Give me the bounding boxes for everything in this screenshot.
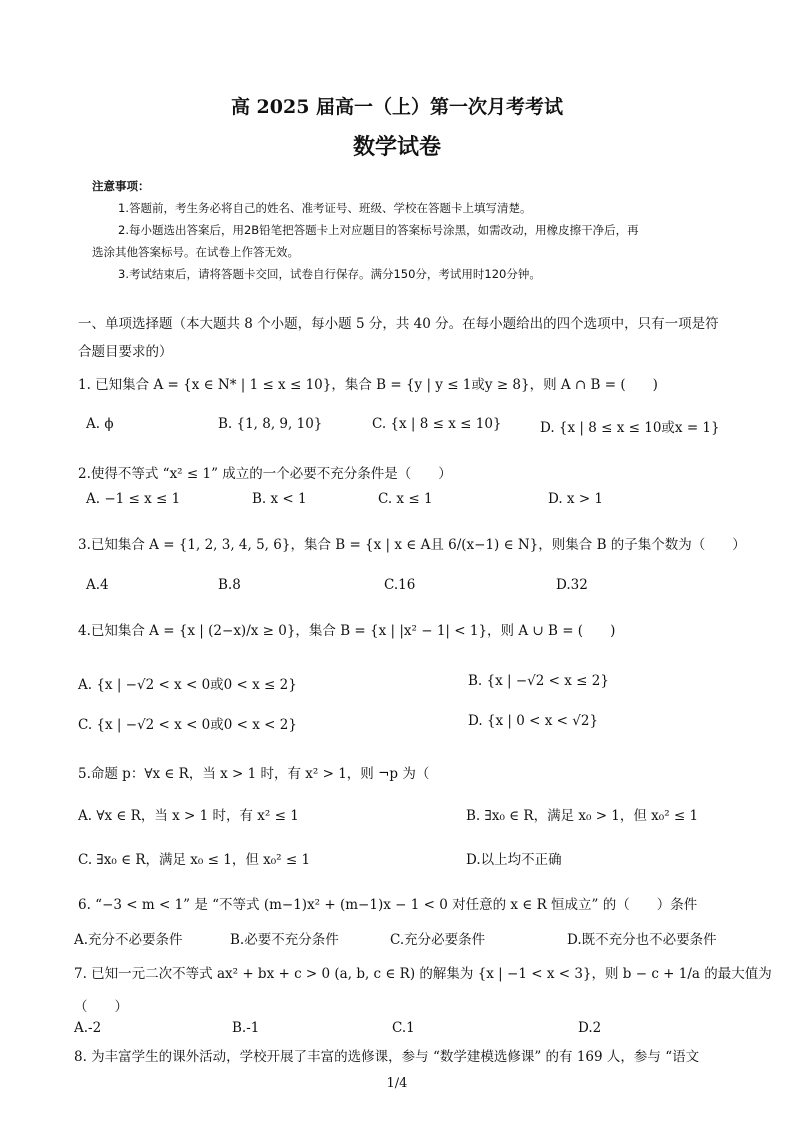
notice-heading: 注意事项： [92, 179, 150, 193]
question-5-option-b: B. ∃x₀ ∈ R，满足 x₀ > 1，但 x₀² ≤ 1 [466, 808, 699, 824]
exam-title: 高 2025 届高一（上）第一次月考考试 [230, 96, 564, 118]
question-6-option-c: C.充分必要条件 [390, 932, 486, 948]
question-4-option-c: C. {x | −√2 < x < 0或0 < x < 2} [78, 717, 297, 733]
question-1-option-d: D. {x | 8 ≤ x ≤ 10或x = 1} [540, 420, 720, 436]
question-3-option-a: A.4 [86, 577, 109, 593]
question-1-stem: 1. 已知集合 A = {x ∈ N* | 1 ≤ x ≤ 10}，集合 B = {y | y ≤ 1或y ≥ 8}，则 A ∩ B = ( ) [78, 377, 658, 393]
question-2-stem: 2.使得不等式 “x² ≤ 1” 成立的一个必要不充分条件是（ ） [78, 466, 452, 482]
question-4-option-b: B. {x | −√2 < x ≤ 2} [468, 673, 609, 689]
question-2-option-c: C. x ≤ 1 [378, 491, 433, 507]
exam-subtitle: 数学试卷 [352, 134, 441, 160]
question-7-option-b: B.-1 [232, 1020, 260, 1036]
question-2-option-d: D. x > 1 [548, 491, 604, 507]
question-5-stem: 5.命题 p：∀x ∈ R，当 x > 1 时，有 x² > 1，则 ¬p 为（ [78, 766, 430, 782]
question-2-option-a: A. −1 ≤ x ≤ 1 [86, 491, 181, 507]
page-number: 1/4 [386, 1076, 408, 1091]
notice-item-3: 3.考试结束后，请将答题卡交回，试卷自行保存。满分150分，考试用时120分钟。 [118, 267, 541, 281]
question-6-option-b: B.必要不充分条件 [230, 932, 339, 948]
question-2-option-b: B. x < 1 [252, 491, 307, 507]
notice-item-1: 1.答题前，考生务必将自己的姓名、准考证号、班级、学校在答题卡上填写清楚。 [118, 201, 532, 215]
question-5-option-c: C. ∃x₀ ∈ R，满足 x₀ ≤ 1，但 x₀² ≤ 1 [78, 852, 311, 868]
notice-item-2-cont: 选涂其他答案标号。在试卷上作答无效。 [92, 245, 299, 259]
question-1-option-b: B. {1, 8, 9, 10} [218, 416, 323, 432]
question-6-stem: 6. “−3 < m < 1” 是 “不等式 (m−1)x² + (m−1)x − 1 < 0 对任意的 x ∈ R 恒成立” 的（ ）条件 [78, 897, 698, 913]
question-4-option-d: D. {x | 0 < x < √2} [468, 713, 599, 729]
question-7-stem-cont: （ ） [74, 999, 128, 1015]
section-heading-line2: 合题目要求的） [78, 344, 173, 360]
question-6-option-a: A.充分不必要条件 [74, 932, 183, 948]
question-4-option-a: A. {x | −√2 < x < 0或0 < x ≤ 2} [78, 677, 297, 693]
question-1-option-a: A. ϕ [86, 416, 114, 432]
question-7-option-a: A.-2 [74, 1020, 102, 1036]
question-7-option-c: C.1 [392, 1020, 415, 1036]
question-3-option-b: B.8 [218, 577, 241, 593]
question-8-stem: 8. 为丰富学生的课外活动，学校开展了丰富的选修课，参与 “数学建模选修课” 的有 169 人，参与 “语文 [74, 1049, 700, 1065]
question-3-stem: 3.已知集合 A = {1, 2, 3, 4, 5, 6}，集合 B = {x | x ∈ A且 6/(x−1) ∈ N}，则集合 B 的子集个数为（ ） [78, 537, 746, 553]
question-5-option-a: A. ∀x ∈ R，当 x > 1 时，有 x² ≤ 1 [78, 808, 299, 824]
section-heading-line1: 一、单项选择题（本大题共 8 个小题，每小题 5 分，共 40 分。在每小题给出的四个选项中，只有一项是符 [78, 316, 719, 332]
question-7-stem: 7. 已知一元二次不等式 ax² + bx + c > 0 (a, b, c ∈ R) 的解集为 {x | −1 < x < 3}，则 b − c + 1/a 的最大值为 [74, 966, 772, 982]
question-3-option-c: C.16 [384, 577, 416, 593]
question-4-stem: 4.已知集合 A = {x | (2−x)/x ≥ 0}，集合 B = {x | |x² − 1| < 1}，则 A ∪ B = ( ) [78, 623, 616, 639]
question-7-option-d: D.2 [578, 1020, 602, 1036]
question-3-option-d: D.32 [556, 577, 588, 593]
question-5-option-d: D.以上均不正确 [466, 852, 562, 868]
question-6-option-d: D.既不充分也不必要条件 [567, 932, 717, 948]
question-1-option-c: C. {x | 8 ≤ x ≤ 10} [372, 416, 502, 432]
notice-item-2: 2.每小题选出答案后，用2B铅笔把答题卡上对应题目的答案标号涂黑，如需改动，用橡皮擦干净后，再 [118, 223, 639, 237]
